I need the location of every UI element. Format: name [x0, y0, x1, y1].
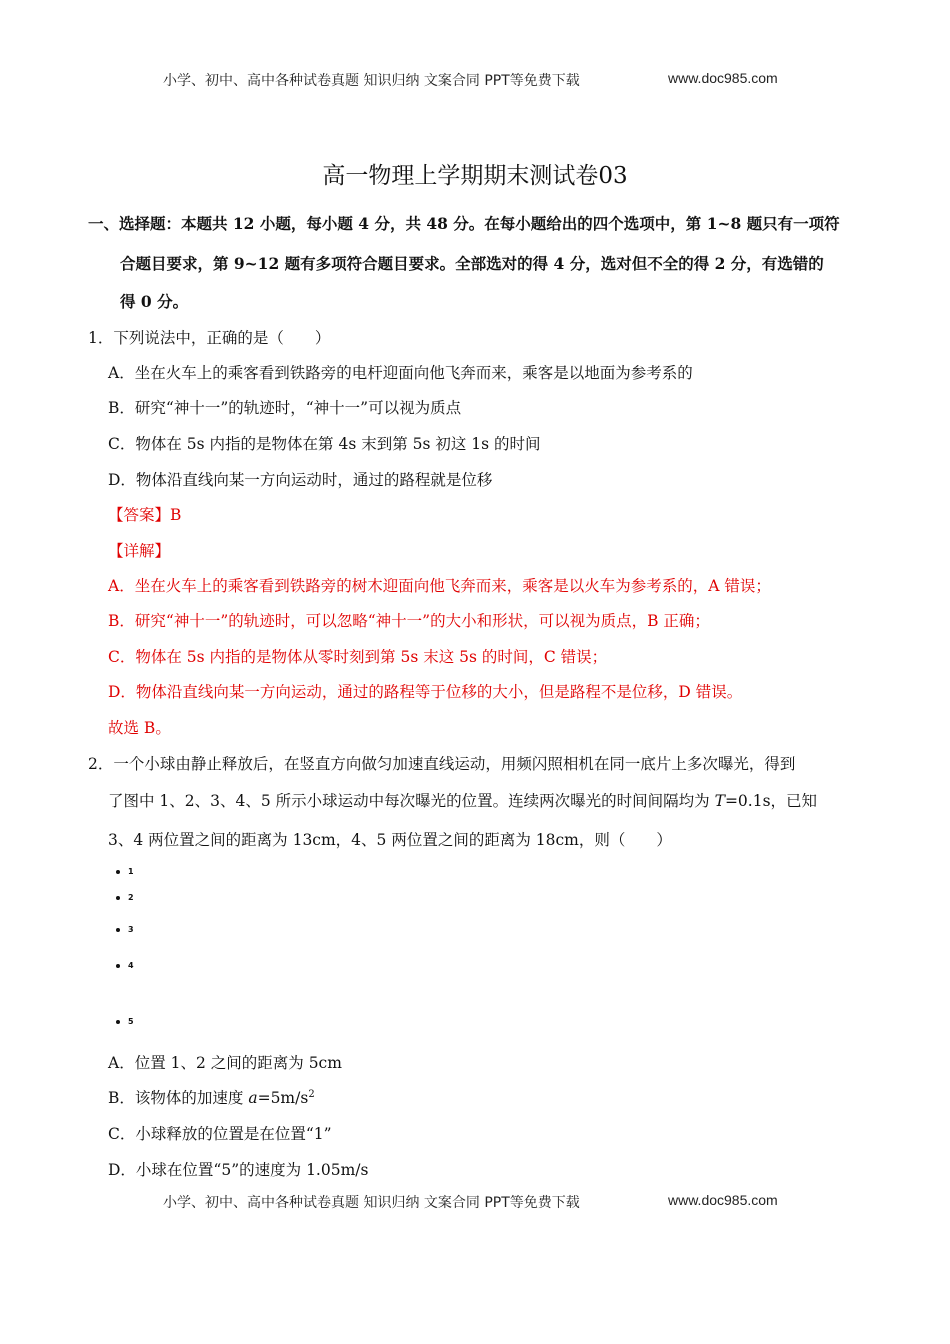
header-text: 小学、初中、高中各种试卷真题 知识归纳 文案合同 PPT等免费下载 [163, 73, 580, 89]
q2-option-b-pre: B．该物体的加速度 [108, 1089, 249, 1107]
q1-option-c: C．物体在 5s 内指的是物体在第 4s 末到第 5s 初这 1s 的时间 [108, 435, 541, 453]
ball-dot [116, 1020, 120, 1024]
position-label: 4 [128, 961, 134, 970]
ball-dot [116, 964, 120, 968]
q1-detail-c: C．物体在 5s 内指的是物体从零时刻到第 5s 末这 5s 的时间，C 错误； [108, 648, 608, 666]
q2-period-symbol: T [714, 792, 725, 810]
flash-position-5 [116, 1017, 134, 1026]
section-instruction-line1: 一、选择题：本题共 12 小题，每小题 4 分，共 48 分。在每小题给出的四个选项中，第 1~8 题只有一项符 [88, 214, 840, 233]
q1-stem: 1．下列说法中，正确的是（ ） [88, 329, 331, 347]
page-title: 高一物理上学期期末测试卷03 [322, 163, 628, 189]
header-url[interactable]: www.doc985.com [668, 70, 778, 86]
q1-answer: 【答案】B [108, 506, 182, 524]
q1-detail-label: 【详解】 [108, 542, 171, 560]
q2-option-b [108, 1086, 315, 1108]
q1-option-b: B．研究“神十一”的轨迹时，“神十一”可以视为质点 [108, 399, 462, 417]
q1-detail-b: B．研究“神十一”的轨迹时，可以忽略“神十一”的大小和形状，可以视为质点，B 正确； [108, 612, 710, 630]
ball-dot [116, 870, 120, 874]
flash-position-1 [116, 867, 134, 876]
ball-dot [116, 896, 120, 900]
q1-conclusion: 故选 B。 [108, 719, 171, 737]
q2-accel-symbol: a [248, 1089, 258, 1107]
position-label: 2 [128, 893, 134, 902]
section-instruction-line2: 合题目要求，第 9~12 题有多项符合题目要求。全部选对的得 4 分，选对但不全的得 2 分，有选错的 [120, 254, 824, 273]
q2-option-b-val: =5m/s [257, 1089, 309, 1107]
q2-stem-line2 [108, 789, 817, 811]
flash-position-2 [116, 893, 134, 902]
section-instruction-line3: 得 0 分。 [120, 292, 189, 311]
flash-position-3 [116, 925, 134, 934]
q2-stem-line2-b: =0.1s，已知 [724, 792, 818, 810]
q1-detail-a: A．坐在火车上的乘客看到铁路旁的树木迎面向他飞奔而来，乘客是以火车为参考系的，A 错误； [108, 577, 771, 595]
flash-position-4 [116, 961, 134, 970]
q2-option-a: A．位置 1、2 之间的距离为 5cm [108, 1054, 342, 1072]
q2-stem-line3: 3、4 两位置之间的距离为 13cm，4、5 两位置之间的距离为 18cm，则（ ） [108, 831, 672, 849]
q1-option-d: D．物体沿直线向某一方向运动时，通过的路程就是位移 [108, 471, 493, 489]
q1-option-a: A．坐在火车上的乘客看到铁路旁的电杆迎面向他飞奔而来，乘客是以地面为参考系的 [108, 364, 693, 382]
position-label: 1 [128, 867, 134, 876]
q2-stem-line2-a: 了图中 1、2、3、4、5 所示小球运动中每次曝光的位置。连续两次曝光的时间间隔均为 [108, 792, 715, 810]
q2-option-d: D．小球在位置“5”的速度为 1.05m/s [108, 1161, 369, 1179]
position-label: 3 [128, 925, 134, 934]
footer-url[interactable]: www.doc985.com [668, 1192, 778, 1208]
q1-detail-d: D．物体沿直线向某一方向运动，通过的路程等于位移的大小，但是路程不是位移，D 错误。 [108, 683, 743, 701]
q2-option-c: C．小球释放的位置是在位置“1” [108, 1125, 332, 1143]
footer-text: 小学、初中、高中各种试卷真题 知识归纳 文案合同 PPT等免费下载 [163, 1195, 580, 1211]
ball-dot [116, 928, 120, 932]
q2-stem-line1: 2．一个小球由静止释放后，在竖直方向做匀加速直线运动，用频闪照相机在同一底片上多次曝光，得到 [88, 755, 796, 773]
position-label: 5 [128, 1017, 134, 1026]
q2-option-b-sup: 2 [308, 1088, 315, 1100]
